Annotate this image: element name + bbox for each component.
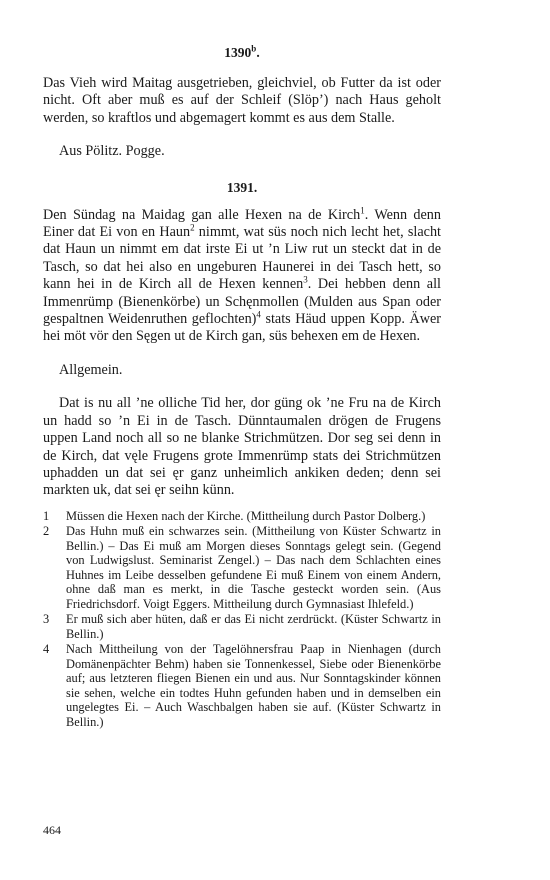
section-heading-1391: 1391. [226, 179, 258, 195]
footnotes [43, 509, 441, 730]
footnote-item: 1 Müssen die Hexen nach der Kirche. (Mittheilung durch Pastor Dolberg.) [43, 508, 426, 523]
footnote-item: 2 Das Huhn muß ein schwarzes sein. (Mittheilung von Küster Schwartz in Bellin.) – Das Ei muß am Morgen dieses Sonntags gelegt sein. (Gegend von Ludwigslust. Seminarist Zengel.) – Das nach dem Schlachten eines Huhnes im Leibe desselben gefundene Ei muß Einem von einem Andern, ohne daß man es merkt, in die Tasche gesteckt worden sein. (Aus Friedrichsdorf. Voigt Eggers. Mittheilung durch Gymnasiast Ihlefeld.) [43, 524, 441, 611]
footnote-ref-3: 3 [303, 274, 308, 285]
footnote-item: 4 Nach Mittheilung von der Tagelöhnersfrau Paap in Nienhagen (durch Domänenpächter Behm) haben sie Tonnenkessel, Siebe oder Bienenkörbe auf; aus letzteren fliegen Bienen ein und aus. Nur Sonntagskinder können sie sehen, welche ein todtes Huhn gefunden haben und in demselben ein ungelegtes Ei. – Auch Waschbalgen haben sie auf. (Küster Schwartz in Bellin.) [43, 642, 441, 729]
source-line-1391: Allgemein. [59, 361, 123, 378]
page-body [43, 44, 441, 730]
footnote-ref-1: 1 [360, 204, 365, 215]
footnote-ref-4: 4 [256, 309, 261, 320]
footnote-ref-2: 2 [190, 222, 195, 233]
heading-superscript: b [251, 43, 257, 54]
heading-number: 1390 [224, 45, 252, 60]
paragraph-1391-main: Den Sündag na Maidag gan alle Hexen na de Kirch$^1$. Wenn denn Einer dat Ei von en Haun$^2$ nimmt, wat süs noch nich lecht het, slacht dat Haun un nimmt em dat irste Ei ut ’n Liw rut un steckt dat in de Tasch, so dat hei also en ungeburen Haunerei in dei Tasch hett, so kann hei in de Kirch all de Hexen kennen$^3$. Dei hebben denn all Immenrümp (Bienenkörbe) un Schęnmollen (Mulden aus Span oder gespaltnen Weidenruthen geflochten)$^4$ stats Häud uppen Kopp. Äwer hei möt vör den Sęgen ut de Kirch gan, süs behexen em de Hexen. [43, 204, 441, 345]
source-line-1390b: Aus Pölitz. Pogge. [59, 143, 165, 160]
page-number: 464 [43, 823, 61, 837]
footnote-item: 3 Er muß sich aber hüten, daß er das Ei nicht zerdrückt. (Küster Schwartz in Bellin.) [43, 612, 441, 641]
paragraph-1390b: Das Vieh wird Maitag ausgetrieben, gleichviel, ob Futter da ist oder nicht. Oft aber muß es auf der Schleif (Slöp’) nach Haus geholt werden, so kraftlos und abgemagert kommt es aus dem Stalle. [43, 75, 441, 126]
section-heading-1390b [43, 44, 441, 62]
paragraph-1391-story: Dat is nu all ’ne olliche Tid her, dor güng ok ’ne Fru na de Kirch un hadd so ’n Ei in de Tasch. Dünntaumalen drögen de Frugens uppen Land noch all so ne blanke Strichmützen. Dor seg sei denn in de Kirch, dat vęle Frugens grote Immenrümp stats dei Strichmützen uphadden un dat sei ęr ganz unheimlich ankiken deden; denn sei markten uk, dat sei ęr seihn künn. [43, 395, 441, 499]
heading-period: . [256, 45, 260, 60]
